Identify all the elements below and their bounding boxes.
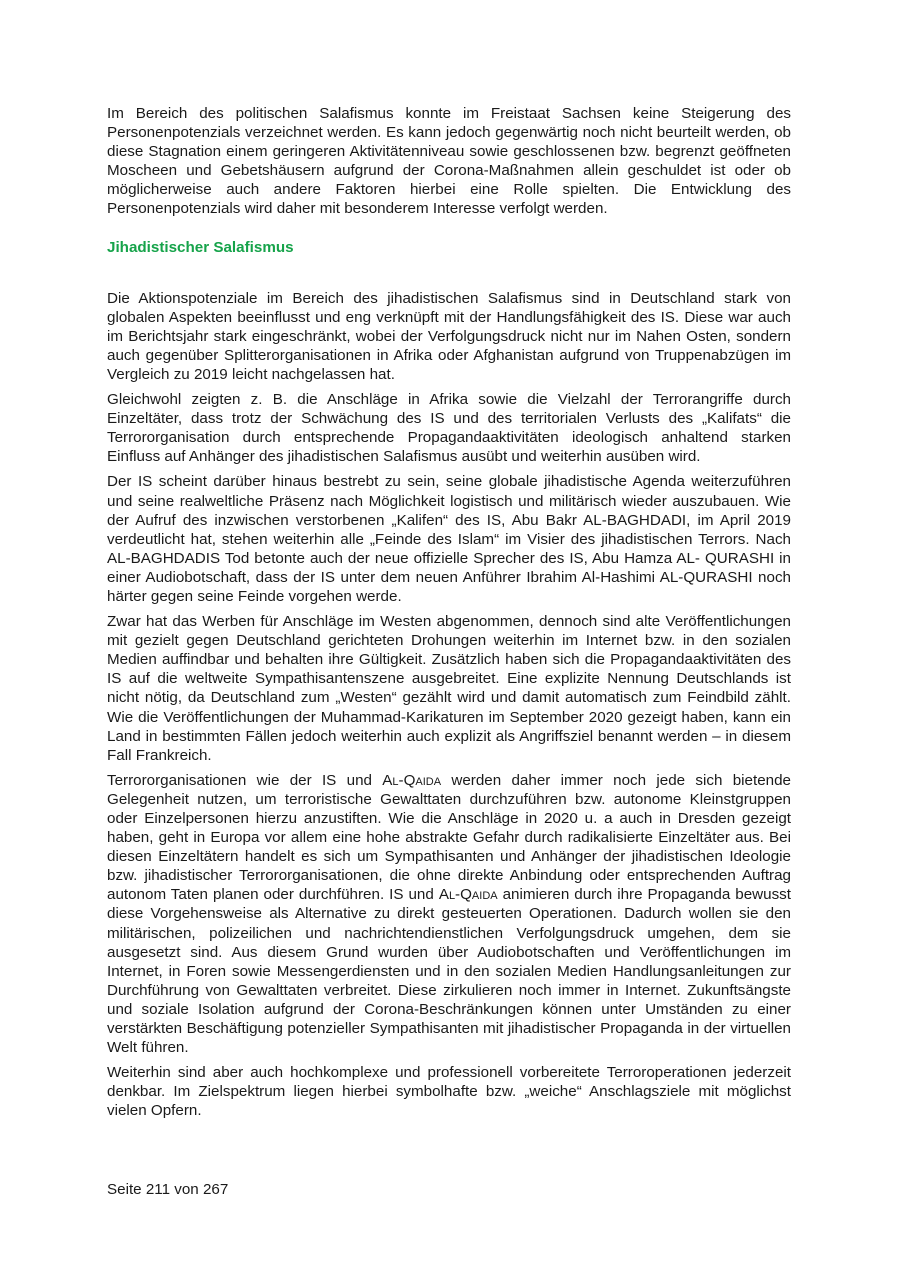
page-number: Seite 211 von 267 bbox=[107, 1181, 229, 1198]
paragraph-6-part-2: werden daher immer noch jede sich bietende Gelegenheit nutzen, um terroristische Gewalttaten durchzuführen bzw. autonome Kleinstgruppen oder Einzelpersonen hierzu anzustiften. Wie die Anschläge in 2020 u. a auch in Dresden gezeigt haben, geht in Europa vor allem eine hohe abstrakte Gefahr durch radikalisierte Einzeltäter aus. Bei diesen Einzeltätern handelt es sich um Sympathisanten und Anhänger der jihadistischen Ideologie bzw. jihadistischer Terrororganisationen, die ohne direkte Anbindung oder entsprechenden Auftrag autonom Taten planen oder durchführen. IS und bbox=[107, 771, 791, 904]
paragraph-politischer-salafismus: Im Bereich des politischen Salafismus konnte im Freistaat Sachsen keine Steigerung des Personenpotenzials verzeichnet werden. Es kann jedoch gegenwärtig noch nicht beurteilt werden, ob diese Stagnation einem geringeren Aktivitätenniveau sowie geschlossenen bzw. begrenzt geöffneten Moscheen und Gebetshäusern aufgrund der Corona-Maßnahmen allein geschuldet ist oder ob möglicherweise auch andere Faktoren hierbei eine Rolle spielten. Die Entwicklung des Personenpotenzials wird daher mit besonderem Interesse verfolgt werden. bbox=[107, 105, 791, 218]
organization-name: Al-Qaida bbox=[438, 886, 498, 904]
paragraph-anschlaege-afrika: Gleichwohl zeigten z. B. die Anschläge in Afrika sowie die Vielzahl der Terrorangriffe durch Einzeltäter, dass trotz der Schwächung des IS und des territorialen Verlusts des „Kalifats“ die Terrororganisation durch entsprechende Propagandaaktivitäten ideologisch anhaltend starken Einfluss auf Anhänger des jihadistischen Salafismus ausübt und weiterhin ausüben wird. bbox=[107, 391, 791, 466]
section-heading: Jihadistischer Salafismus bbox=[107, 238, 294, 256]
paragraph-6-part-1: Terrororganisationen wie der IS und bbox=[107, 771, 383, 789]
organization-name: Al-Qaida bbox=[382, 771, 442, 789]
page-content bbox=[107, 104, 791, 1204]
paragraph-terrororganisationen bbox=[107, 771, 791, 1057]
paragraph-globale-agenda: Der IS scheint darüber hinaus bestrebt zu sein, seine globale jihadistische Agenda weiterzuführen und seine realweltliche Präsenz nach Möglichkeit logistisch und militärisch wieder auszubauen. Wie der Aufruf des inzwischen verstorbenen „Kalifen“ des IS, Abu Bakr AL-BAGHDADI, im April 2019 verdeutlicht hat, stehen weiterhin alle „Feinde des Islam“ im Visier des jihadistischen Terrors. Nach AL-BAGHDADIS Tod betonte auch der neue offizielle Sprecher des IS, Abu Hamza AL- QURASHI in einer Audiobotschaft, dass der IS unter dem neuen Anführer Ibrahim Al-Hashimi AL-QURASHI noch härter gegen seine Feinde vorgehen werde. bbox=[107, 473, 791, 605]
paragraph-werben-anschlaege: Zwar hat das Werben für Anschläge im Westen abgenommen, dennoch sind alte Veröffentlichungen mit gezielt gegen Deutschland gerichteten Drohungen weiterhin im Internet bzw. in den sozialen Medien auffindbar und behalten ihre Gültigkeit. Zusätzlich haben sich die Propagandaaktivitäten des IS auf die weltweite Sympathisantenszene ausgebreitet. Eine explizite Nennung Deutschlands ist nicht nötig, da Deutschland zum „Westen“ gezählt wird und damit automatisch zum Feindbild zählt. Wie die Veröffentlichungen der Muhammad-Karikaturen im September 2020 gezeigt haben, kann ein Land in bestimmten Fällen jedoch weiterhin auch explizit als Angriffsziel benannt werden – in diesem Fall Frankreich. bbox=[107, 613, 791, 764]
paragraph-aktionspotenziale: Die Aktionspotenziale im Bereich des jihadistischen Salafismus sind in Deutschland stark von globalen Aspekten beeinflusst und eng verknüpft mit der Handlungsfähigkeit des IS. Diese war auch im Berichtsjahr stark eingeschränkt, wobei der Verfolgungsdruck nicht nur im Nahen Osten, sondern auch gegenüber Splitterorganisationen in Afrika oder Afghanistan aufgrund von Truppenabzügen im Vergleich zu 2019 leicht nachgelassen hat. bbox=[107, 289, 791, 383]
paragraph-6-part-3: animieren durch ihre Propaganda bewusst diese Vorgehensweise als Alternative zu direkt gesteuerten Operationen. Dadurch wollen sie den militärischen, polizeilichen und nachrichtendienstlichen Verfolgungsdruck umgehen, dem sie ausgesetzt sind. Aus diesem Grund wurden über Audiobotschaften und Veröffentlichungen im Internet, in Foren sowie Messengerdiensten und in den sozialen Medien Handlungsanleitungen zur Durchführung von Gewalttaten verbreitet. Diese zirkulieren noch immer in Internet. Zukunftsängste und soziale Isolation aufgrund der Corona-Beschränkungen können unter Umständen zu einer verstärkten Beschäftigung potenzieller Sympathisanten mit jihadistischer Propaganda in der virtuellen Welt führen. bbox=[107, 886, 791, 1057]
paragraph-terroroperationen: Weiterhin sind aber auch hochkomplexe und professionell vorbereitete Terroroperationen jederzeit denkbar. Im Zielspektrum liegen hierbei symbolhafte bzw. „weiche“ Anschlagsziele mit möglichst vielen Opfern. bbox=[107, 1064, 791, 1120]
